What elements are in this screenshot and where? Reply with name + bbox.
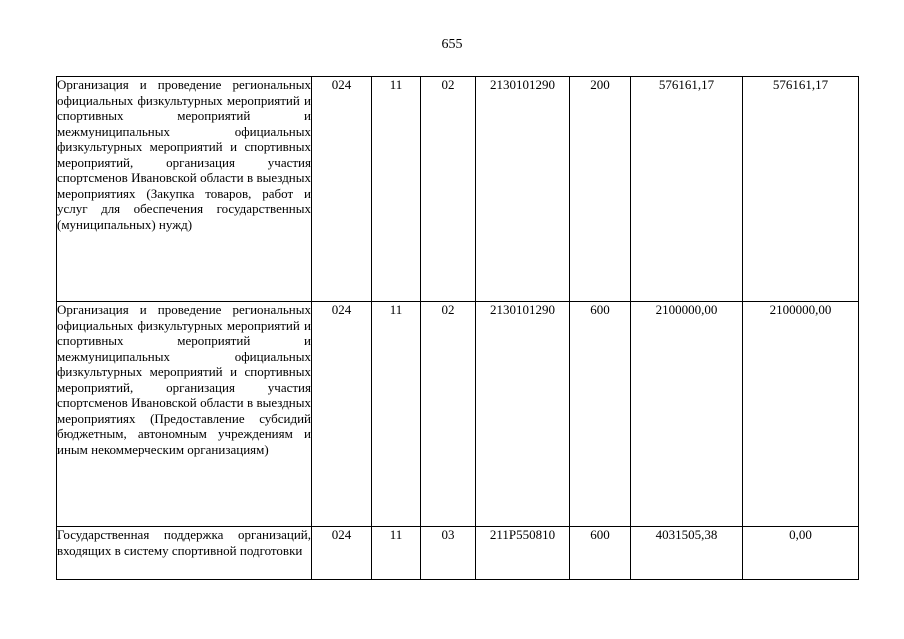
- description-text: Организация и проведение региональных официальных физкультурных мероприятий и спортивных мероприятий и межмуниципальных официальных физкультурных мероприятий и спортивных мероприятий, организация участия спортсменов Ивановской области в выездных мероприятиях (Предоставление субсидий бюджетным, автономным учреждениям и иным некоммерческим организациям): [57, 302, 311, 457]
- subsection-code-cell: 03: [421, 527, 476, 580]
- section-code-cell: 11: [372, 77, 421, 302]
- target-article-cell: 2130101290: [476, 302, 570, 527]
- table-row: [57, 302, 859, 527]
- table-row: [57, 527, 859, 580]
- amount-2-cell: 0,00: [743, 527, 859, 580]
- description-cell: [57, 77, 312, 302]
- ministry-code-cell: 024: [312, 77, 372, 302]
- expense-type-cell: 600: [570, 527, 631, 580]
- description-text: Организация и проведение региональных официальных физкультурных мероприятий и спортивных мероприятий и межмуниципальных официальных физкультурных мероприятий и спортивных мероприятий, организация участия спортсменов Ивановской области в выездных мероприятиях (Закупка товаров, работ и услуг для обеспечения государственных (муниципальных) нужд): [57, 77, 311, 232]
- amount-1-cell: 2100000,00: [631, 302, 743, 527]
- budget-table: [56, 76, 859, 580]
- ministry-code-cell: 024: [312, 527, 372, 580]
- amount-2-cell: 2100000,00: [743, 302, 859, 527]
- page-number: 655: [441, 37, 463, 52]
- amount-2-cell: 576161,17: [743, 77, 859, 302]
- description-cell: [57, 302, 312, 527]
- section-code-cell: 11: [372, 527, 421, 580]
- description-text: Государственная поддержка организаций, входящих в систему спортивной подготовки: [57, 527, 311, 558]
- target-article-cell: 2130101290: [476, 77, 570, 302]
- target-article-cell: 211Р550810: [476, 527, 570, 580]
- amount-1-cell: 576161,17: [631, 77, 743, 302]
- section-code-cell: 11: [372, 302, 421, 527]
- expense-type-cell: 600: [570, 302, 631, 527]
- expense-type-cell: 200: [570, 77, 631, 302]
- subsection-code-cell: 02: [421, 77, 476, 302]
- table-row: [57, 77, 859, 302]
- amount-1-cell: 4031505,38: [631, 527, 743, 580]
- subsection-code-cell: 02: [421, 302, 476, 527]
- ministry-code-cell: 024: [312, 302, 372, 527]
- description-cell: [57, 527, 312, 580]
